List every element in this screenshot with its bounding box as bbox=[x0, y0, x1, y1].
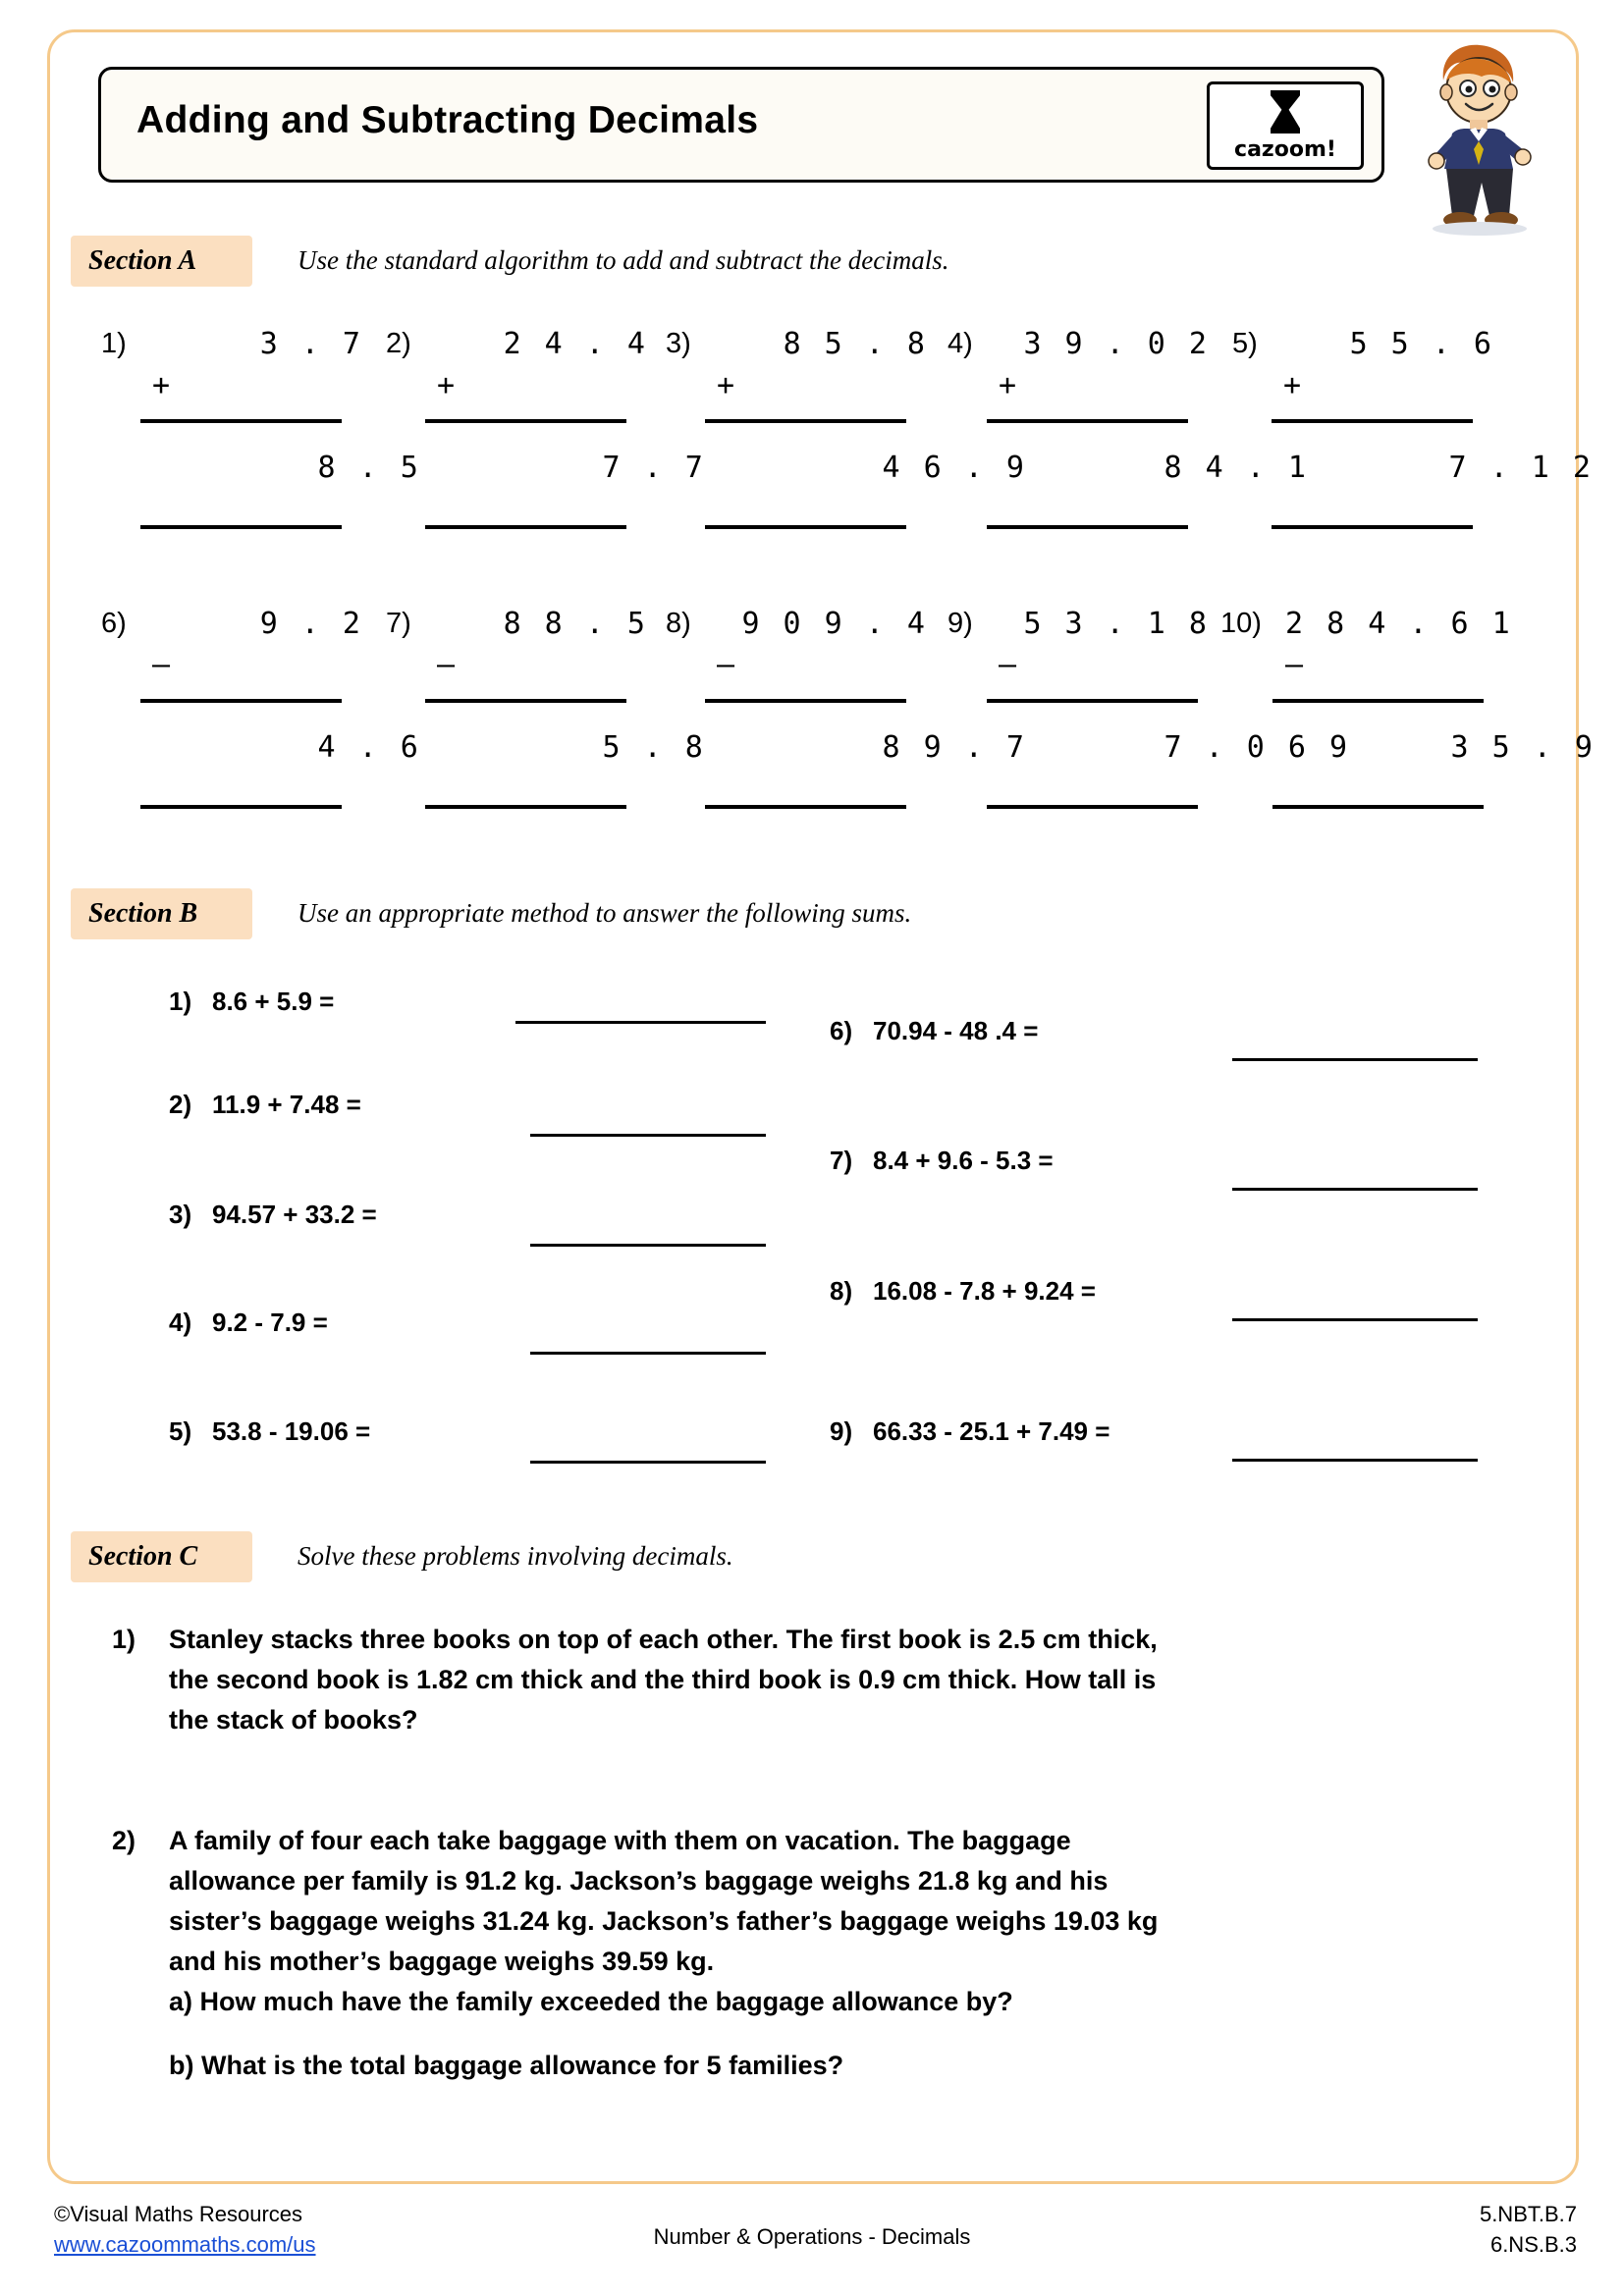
cazoom-logo bbox=[1207, 81, 1364, 170]
answer-line-b6[interactable] bbox=[1232, 1058, 1478, 1061]
question-number: 6) bbox=[101, 608, 127, 639]
sum-body bbox=[717, 324, 1027, 530]
sum-bottom-row bbox=[717, 365, 1027, 530]
sum-body bbox=[717, 604, 1027, 810]
question-number: 3) bbox=[169, 1200, 192, 1229]
operator-sign: – bbox=[717, 648, 738, 682]
question-number: 9) bbox=[947, 608, 973, 639]
hourglass-icon bbox=[1271, 90, 1300, 133]
answer-rule-bottom bbox=[140, 805, 342, 809]
answer-rule-top bbox=[987, 699, 1198, 703]
sum-body bbox=[152, 324, 421, 530]
question-part-a: a) How much have the family exceeded the baggage allowance by? bbox=[169, 1987, 1013, 2016]
spacer bbox=[169, 2022, 1504, 2046]
operator-sign: + bbox=[717, 368, 738, 402]
answer-rule-bottom bbox=[1272, 805, 1484, 809]
sum-bottom-row bbox=[437, 365, 706, 530]
question-number: 5) bbox=[169, 1416, 192, 1446]
standard-code-2: 6.NS.B.3 bbox=[1489, 2232, 1577, 2257]
question-number: 5) bbox=[1232, 328, 1258, 359]
section-b-question-9 bbox=[830, 1416, 1110, 1447]
answer-rule-bottom bbox=[705, 805, 906, 809]
page-title: Adding and Subtracting Decimals bbox=[136, 99, 759, 141]
sum-bottom: 7 . 1 2 bbox=[1448, 451, 1594, 485]
sum-top: 8 8 . 5 bbox=[503, 607, 648, 641]
question-number: 2) bbox=[112, 1826, 136, 1855]
sum-bottom: 3 5 . 9 bbox=[1450, 730, 1596, 765]
answer-rule-bottom bbox=[987, 525, 1188, 529]
answer-line-b7[interactable] bbox=[1232, 1188, 1478, 1191]
sum-bottom: 8 . 5 bbox=[317, 451, 421, 485]
section-b-tag: Section B bbox=[71, 888, 252, 939]
sum-top: 5 5 . 6 bbox=[1349, 327, 1494, 361]
answer-line-b8[interactable] bbox=[1232, 1318, 1478, 1321]
question-text: 66.33 - 25.1 + 7.49 = bbox=[873, 1416, 1110, 1446]
sum-top: 9 0 9 . 4 bbox=[741, 607, 928, 641]
sum-bottom-row bbox=[1285, 645, 1596, 810]
answer-rule-top bbox=[705, 699, 906, 703]
section-b-question-4 bbox=[169, 1308, 328, 1338]
standard-code-1: 5.NBT.B.7 bbox=[1479, 2202, 1577, 2226]
sum-bottom: 8 4 . 1 bbox=[1164, 451, 1309, 485]
section-c-question-2 bbox=[112, 1821, 1504, 2086]
sum-body bbox=[999, 324, 1309, 530]
question-number: 1) bbox=[169, 987, 192, 1016]
question-part-b: b) What is the total baggage allowance for 5 families? bbox=[169, 2051, 844, 2080]
section-b-question-2 bbox=[169, 1090, 361, 1120]
sum-top: 3 . 7 bbox=[259, 327, 363, 361]
operator-sign: + bbox=[999, 368, 1020, 402]
answer-line-b4[interactable] bbox=[530, 1352, 766, 1355]
sum-bottom: 4 . 6 bbox=[317, 730, 421, 765]
question-text: 11.9 + 7.48 = bbox=[212, 1090, 361, 1119]
answer-rule-bottom bbox=[705, 525, 906, 529]
sum-bottom: 7 . 7 bbox=[602, 451, 706, 485]
sum-bottom: 8 9 . 7 bbox=[882, 730, 1027, 765]
question-line: A family of four each take baggage with them on vacation. The baggage bbox=[169, 1826, 1071, 1855]
section-a-description: Use the standard algorithm to add and subtract the decimals. bbox=[298, 245, 949, 275]
question-number: 4) bbox=[947, 328, 973, 359]
question-text: 16.08 - 7.8 + 9.24 = bbox=[873, 1276, 1096, 1306]
sum-bottom-row bbox=[717, 645, 1027, 810]
question-number: 1) bbox=[112, 1625, 136, 1654]
sum-bottom: 5 . 8 bbox=[602, 730, 706, 765]
question-line: the second book is 1.82 cm thick and the third book is 0.9 cm thick. How tall is bbox=[169, 1665, 1157, 1694]
question-text: 8.4 + 9.6 - 5.3 = bbox=[873, 1146, 1054, 1175]
answer-rule-bottom bbox=[1272, 525, 1473, 529]
sum-body bbox=[1283, 324, 1594, 530]
operator-sign: + bbox=[152, 368, 174, 402]
answer-rule-top bbox=[987, 419, 1188, 423]
website-link[interactable]: www.cazoommaths.com/us bbox=[54, 2232, 316, 2257]
answer-rule-top bbox=[425, 419, 626, 423]
sum-body bbox=[437, 604, 706, 810]
question-number: 7) bbox=[830, 1146, 853, 1175]
sum-top: 2 4 . 4 bbox=[503, 327, 648, 361]
question-text: 70.94 - 48 .4 = bbox=[873, 1016, 1039, 1045]
question-number: 8) bbox=[830, 1276, 853, 1306]
answer-rule-top bbox=[705, 419, 906, 423]
section-c-description: Solve these problems involving decimals. bbox=[298, 1541, 733, 1571]
sum-bottom: 4 6 . 9 bbox=[882, 451, 1027, 485]
section-b-question-1 bbox=[169, 987, 334, 1017]
question-number: 6) bbox=[830, 1016, 853, 1045]
question-number: 3) bbox=[666, 328, 691, 359]
question-number: 1) bbox=[101, 328, 127, 359]
footer-topic: Number & Operations - Decimals bbox=[653, 2224, 971, 2249]
answer-rule-top bbox=[1272, 419, 1473, 423]
operator-sign: – bbox=[1285, 648, 1307, 682]
answer-rule-bottom bbox=[425, 805, 626, 809]
sum-body bbox=[152, 604, 421, 810]
copyright-text: ©Visual Maths Resources bbox=[54, 2202, 303, 2226]
question-line: sister’s baggage weighs 31.24 kg. Jackson’s father’s baggage weighs 19.03 kg bbox=[169, 1906, 1159, 1936]
sum-body bbox=[437, 324, 706, 530]
answer-rule-bottom bbox=[140, 525, 342, 529]
answer-rule-top bbox=[1272, 699, 1484, 703]
mascot-illustration bbox=[1399, 39, 1561, 236]
operator-sign: + bbox=[1283, 368, 1305, 402]
question-number: 4) bbox=[169, 1308, 192, 1337]
sum-top: 3 9 . 0 2 bbox=[1023, 327, 1210, 361]
answer-line-b2[interactable] bbox=[530, 1134, 766, 1137]
sum-top: 8 5 . 8 bbox=[783, 327, 928, 361]
answer-line-b3[interactable] bbox=[530, 1244, 766, 1247]
sum-bottom-row bbox=[152, 645, 421, 810]
section-b-question-6 bbox=[830, 1016, 1038, 1046]
sum-top: 5 3 . 1 8 bbox=[1023, 607, 1210, 641]
question-text: 9.2 - 7.9 = bbox=[212, 1308, 328, 1337]
section-b-question-3 bbox=[169, 1200, 377, 1230]
answer-rule-top bbox=[425, 699, 626, 703]
question-number: 8) bbox=[666, 608, 691, 639]
title-banner bbox=[98, 67, 1384, 183]
answer-line-b9[interactable] bbox=[1232, 1459, 1478, 1462]
question-text: 53.8 - 19.06 = bbox=[212, 1416, 371, 1446]
question-line: and his mother’s baggage weighs 39.59 kg. bbox=[169, 1947, 715, 1976]
operator-sign: + bbox=[437, 368, 459, 402]
question-text: 94.57 + 33.2 = bbox=[212, 1200, 377, 1229]
question-text: 8.6 + 5.9 = bbox=[212, 987, 335, 1016]
operator-sign: – bbox=[437, 648, 459, 682]
sum-bottom-row bbox=[1283, 365, 1594, 530]
sum-top: 2 8 4 . 6 1 bbox=[1285, 607, 1513, 641]
sum-bottom-row bbox=[999, 365, 1309, 530]
sum-bottom-row bbox=[437, 645, 706, 810]
answer-rule-bottom bbox=[987, 805, 1198, 809]
question-number: 2) bbox=[169, 1090, 192, 1119]
section-b-question-5 bbox=[169, 1416, 370, 1447]
operator-sign: – bbox=[152, 648, 174, 682]
section-a-tag: Section A bbox=[71, 236, 252, 287]
sum-body bbox=[1285, 604, 1596, 810]
logo-label: cazoom! bbox=[1234, 137, 1336, 162]
section-c-tag: Section C bbox=[71, 1531, 252, 1582]
sum-bottom-row bbox=[152, 365, 421, 530]
sum-bottom: 7 . 0 6 9 bbox=[1164, 730, 1351, 765]
question-number: 7) bbox=[386, 608, 411, 639]
answer-rule-bottom bbox=[425, 525, 626, 529]
section-c-question-1 bbox=[112, 1620, 1504, 1740]
question-number: 9) bbox=[830, 1416, 853, 1446]
operator-sign: – bbox=[999, 648, 1020, 682]
answer-rule-top bbox=[140, 699, 342, 703]
section-b-question-8 bbox=[830, 1276, 1096, 1307]
question-line: the stack of books? bbox=[169, 1705, 418, 1735]
sum-top: 9 . 2 bbox=[259, 607, 363, 641]
answer-rule-top bbox=[140, 419, 342, 423]
question-number: 10) bbox=[1220, 608, 1262, 639]
answer-line-b1[interactable] bbox=[515, 1021, 766, 1024]
footer-standards bbox=[1480, 2199, 1577, 2260]
question-line: allowance per family is 91.2 kg. Jackson’s baggage weighs 21.8 kg and his bbox=[169, 1866, 1109, 1896]
question-line: Stanley stacks three books on top of each other. The first book is 2.5 cm thick, bbox=[169, 1625, 1158, 1654]
section-b-description: Use an appropriate method to answer the following sums. bbox=[298, 898, 912, 928]
section-b-question-7 bbox=[830, 1146, 1054, 1176]
answer-line-b5[interactable] bbox=[530, 1461, 766, 1464]
sum-bottom-row bbox=[999, 645, 1351, 810]
question-number: 2) bbox=[386, 328, 411, 359]
